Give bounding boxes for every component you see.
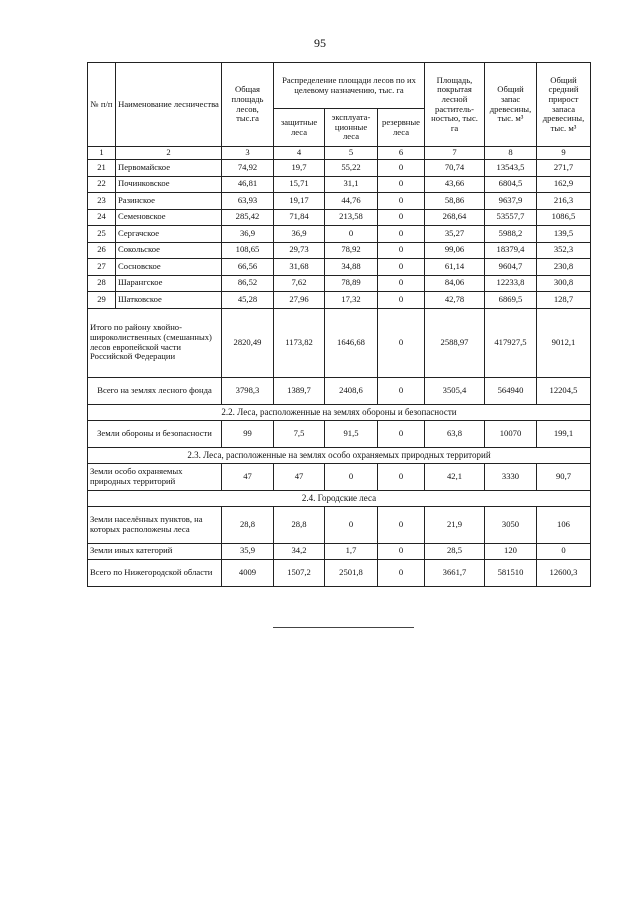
- reserve-value: 0: [378, 292, 425, 309]
- total-area-value: 74,92: [222, 160, 274, 177]
- row-number: 24: [88, 209, 116, 226]
- column-number: 8: [485, 147, 537, 160]
- growth-value: 1086,5: [537, 209, 591, 226]
- reserve-value: 0: [378, 259, 425, 276]
- exploitation-value: 0: [325, 506, 378, 543]
- total-area-value: 2820,49: [222, 308, 274, 377]
- covered-area-value: 84,06: [425, 275, 485, 292]
- urban-row: [88, 506, 591, 543]
- stock-value: 10070: [485, 420, 537, 447]
- forestry-name: Сосновское: [116, 259, 222, 276]
- column-number: 3: [222, 147, 274, 160]
- growth-value: 106: [537, 506, 591, 543]
- growth-value: 12600,3: [537, 559, 591, 586]
- forest-fund-total-row: [88, 377, 591, 404]
- header-total-area: Общая площадь лесов, тыс.га: [222, 63, 274, 147]
- exploitation-value: 91,5: [325, 420, 378, 447]
- column-number: 2: [116, 147, 222, 160]
- region-total-label: Всего по Нижегородской области: [88, 559, 222, 586]
- total-area-value: 35,9: [222, 543, 274, 559]
- stock-value: 564940: [485, 377, 537, 404]
- stock-value: 417927,5: [485, 308, 537, 377]
- growth-value: 139,5: [537, 226, 591, 243]
- header-distribution: Распределение площади лесов по их целевому назначению, тыс. га: [274, 63, 425, 109]
- section-urban-title: 2.4. Городские леса: [88, 490, 591, 506]
- forest-fund-total-label: Всего на землях лесного фонда: [88, 377, 222, 404]
- total-area-value: 3798,3: [222, 377, 274, 404]
- table-row: [88, 193, 591, 210]
- table-row: [88, 259, 591, 276]
- reserve-value: 0: [378, 506, 425, 543]
- growth-value: 128,7: [537, 292, 591, 309]
- row-number: 21: [88, 160, 116, 177]
- covered-area-value: 42,1: [425, 463, 485, 490]
- stock-value: 3050: [485, 506, 537, 543]
- header-reserve: резервные леса: [378, 109, 425, 147]
- exploitation-value: 2501,8: [325, 559, 378, 586]
- row-number: 22: [88, 176, 116, 193]
- growth-value: 0: [537, 543, 591, 559]
- forestry-name: Починковское: [116, 176, 222, 193]
- row-number: 23: [88, 193, 116, 210]
- protected-row: [88, 463, 591, 490]
- header-protective: защитные леса: [274, 109, 325, 147]
- protective-value: 7,5: [274, 420, 325, 447]
- total-area-value: 108,65: [222, 242, 274, 259]
- reserve-value: 0: [378, 463, 425, 490]
- section-header-row: [88, 447, 591, 463]
- district-total-label: Итого по району хвойно-широколиственных (смешанных) лесов европейской части Российской Федерации: [88, 308, 222, 377]
- column-number: 4: [274, 147, 325, 160]
- table-row: [88, 292, 591, 309]
- covered-area-value: 28,5: [425, 543, 485, 559]
- stock-value: 5988,2: [485, 226, 537, 243]
- column-number: 7: [425, 147, 485, 160]
- district-total-row: [88, 308, 591, 377]
- stock-value: 18379,4: [485, 242, 537, 259]
- column-number: 9: [537, 147, 591, 160]
- stock-value: 12233,8: [485, 275, 537, 292]
- forestry-name: Шатковское: [116, 292, 222, 309]
- covered-area-value: 43,66: [425, 176, 485, 193]
- row-number: 27: [88, 259, 116, 276]
- column-number: 5: [325, 147, 378, 160]
- row-number: 29: [88, 292, 116, 309]
- covered-area-value: 70,74: [425, 160, 485, 177]
- growth-value: 199,1: [537, 420, 591, 447]
- reserve-value: 0: [378, 242, 425, 259]
- stock-value: 53557,7: [485, 209, 537, 226]
- protective-value: 15,71: [274, 176, 325, 193]
- column-number: 6: [378, 147, 425, 160]
- covered-area-value: 3661,7: [425, 559, 485, 586]
- footer-divider: [273, 627, 414, 628]
- exploitation-value: 0: [325, 226, 378, 243]
- stock-value: 13543,5: [485, 160, 537, 177]
- header-number: № п/п: [88, 63, 116, 147]
- exploitation-value: 2408,6: [325, 377, 378, 404]
- covered-area-value: 58,86: [425, 193, 485, 210]
- protective-value: 7,62: [274, 275, 325, 292]
- table-row: [88, 209, 591, 226]
- section-protected-title: 2.3. Леса, расположенные на землях особо охраняемых природных территорий: [88, 447, 591, 463]
- forestry-name: Шарангское: [116, 275, 222, 292]
- defense-label: Земли обороны и безопасности: [88, 420, 222, 447]
- covered-area-value: 21,9: [425, 506, 485, 543]
- total-area-value: 45,28: [222, 292, 274, 309]
- row-number: 26: [88, 242, 116, 259]
- table-row: [88, 275, 591, 292]
- exploitation-value: 78,89: [325, 275, 378, 292]
- total-area-value: 46,81: [222, 176, 274, 193]
- total-area-value: 4009: [222, 559, 274, 586]
- stock-value: 3330: [485, 463, 537, 490]
- total-area-value: 36,9: [222, 226, 274, 243]
- growth-value: 162,9: [537, 176, 591, 193]
- protective-value: 29,73: [274, 242, 325, 259]
- table-row: [88, 242, 591, 259]
- reserve-value: 0: [378, 193, 425, 210]
- defense-row: [88, 420, 591, 447]
- protective-value: 28,8: [274, 506, 325, 543]
- total-area-value: 86,52: [222, 275, 274, 292]
- reserve-value: 0: [378, 275, 425, 292]
- header-covered-area: Площадь, покрытая лесной раститель-ностью, тыс. га: [425, 63, 485, 147]
- exploitation-value: 0: [325, 463, 378, 490]
- total-area-value: 63,93: [222, 193, 274, 210]
- exploitation-value: 213,58: [325, 209, 378, 226]
- growth-value: 216,3: [537, 193, 591, 210]
- urban-row: [88, 543, 591, 559]
- stock-value: 120: [485, 543, 537, 559]
- protective-value: 19,7: [274, 160, 325, 177]
- protective-value: 31,68: [274, 259, 325, 276]
- exploitation-value: 78,92: [325, 242, 378, 259]
- urban-label: Земли населённых пунктов, на которых расположены леса: [88, 506, 222, 543]
- reserve-value: 0: [378, 543, 425, 559]
- growth-value: 9012,1: [537, 308, 591, 377]
- protective-value: 34,2: [274, 543, 325, 559]
- protective-value: 1173,82: [274, 308, 325, 377]
- reserve-value: 0: [378, 559, 425, 586]
- protective-value: 1507,2: [274, 559, 325, 586]
- section-defense-title: 2.2. Леса, расположенные на землях обороны и безопасности: [88, 404, 591, 420]
- reserve-value: 0: [378, 377, 425, 404]
- covered-area-value: 63,8: [425, 420, 485, 447]
- growth-value: 352,3: [537, 242, 591, 259]
- growth-value: 271,7: [537, 160, 591, 177]
- protective-value: 27,96: [274, 292, 325, 309]
- reserve-value: 0: [378, 160, 425, 177]
- protective-value: 47: [274, 463, 325, 490]
- forestry-name: Сергачское: [116, 226, 222, 243]
- row-number: 25: [88, 226, 116, 243]
- reserve-value: 0: [378, 209, 425, 226]
- growth-value: 300,8: [537, 275, 591, 292]
- column-number: 1: [88, 147, 116, 160]
- stock-value: 9637,9: [485, 193, 537, 210]
- protective-value: 71,84: [274, 209, 325, 226]
- growth-value: 90,7: [537, 463, 591, 490]
- header-exploitation: эксплуата-ционные леса: [325, 109, 378, 147]
- urban-label: Земли иных категорий: [88, 543, 222, 559]
- page-number: 95: [314, 36, 326, 50]
- covered-area-value: 268,64: [425, 209, 485, 226]
- table-row: [88, 226, 591, 243]
- exploitation-value: 1,7: [325, 543, 378, 559]
- covered-area-value: 61,14: [425, 259, 485, 276]
- protective-value: 19,17: [274, 193, 325, 210]
- growth-value: 12204,5: [537, 377, 591, 404]
- covered-area-value: 3505,4: [425, 377, 485, 404]
- forestry-name: Сокольское: [116, 242, 222, 259]
- protected-label: Земли особо охраняемых природных территорий: [88, 463, 222, 490]
- forestry-name: Разинское: [116, 193, 222, 210]
- reserve-value: 0: [378, 226, 425, 243]
- section-header-row: [88, 490, 591, 506]
- exploitation-value: 34,88: [325, 259, 378, 276]
- section-header-row: [88, 404, 591, 420]
- covered-area-value: 42,78: [425, 292, 485, 309]
- covered-area-value: 35,27: [425, 226, 485, 243]
- stock-value: 6869,5: [485, 292, 537, 309]
- total-area-value: 99: [222, 420, 274, 447]
- forestry-name: Семеновское: [116, 209, 222, 226]
- total-area-value: 285,42: [222, 209, 274, 226]
- table-row: [88, 160, 591, 177]
- header-forestry-name: Наименование лесничества: [116, 63, 222, 147]
- header-total-stock: Общий запас древесины, тыс. м³: [485, 63, 537, 147]
- covered-area-value: 2588,97: [425, 308, 485, 377]
- protective-value: 36,9: [274, 226, 325, 243]
- reserve-value: 0: [378, 308, 425, 377]
- exploitation-value: 31,1: [325, 176, 378, 193]
- exploitation-value: 44,76: [325, 193, 378, 210]
- header-avg-growth: Общий средний прирост запаса древесины, тыс. м³: [537, 63, 591, 147]
- growth-value: 230,8: [537, 259, 591, 276]
- exploitation-value: 55,22: [325, 160, 378, 177]
- stock-value: 6804,5: [485, 176, 537, 193]
- exploitation-value: 17,32: [325, 292, 378, 309]
- total-area-value: 47: [222, 463, 274, 490]
- stock-value: 581510: [485, 559, 537, 586]
- table-row: [88, 176, 591, 193]
- row-number: 28: [88, 275, 116, 292]
- forest-distribution-table: [87, 62, 591, 587]
- reserve-value: 0: [378, 420, 425, 447]
- total-area-value: 66,56: [222, 259, 274, 276]
- total-area-value: 28,8: [222, 506, 274, 543]
- reserve-value: 0: [378, 176, 425, 193]
- forestry-name: Первомайское: [116, 160, 222, 177]
- covered-area-value: 99,06: [425, 242, 485, 259]
- exploitation-value: 1646,68: [325, 308, 378, 377]
- stock-value: 9604,7: [485, 259, 537, 276]
- region-total-row: [88, 559, 591, 586]
- protective-value: 1389,7: [274, 377, 325, 404]
